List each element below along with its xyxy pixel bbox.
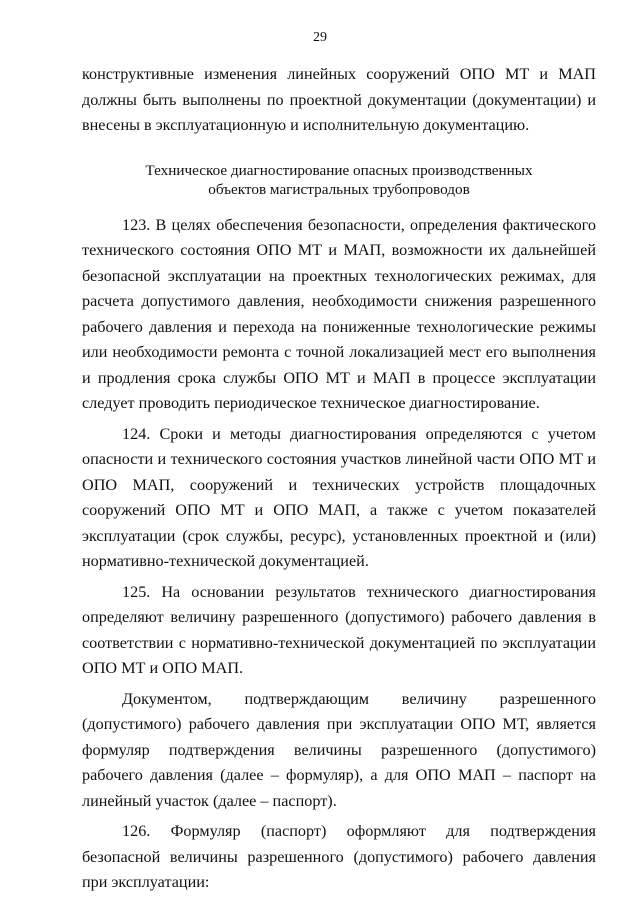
section-heading-line-1: Техническое диагностирование опасных производственных [145,161,533,179]
paragraph-125: 125. На основании результатов технического диагностирования определяют величину разрешенного (допустимого) рабочего давления в соответствии с нормативно-технической документацией по эксплуатации ОПО МТ и ОПО МАП. [82,582,596,677]
section-heading [82,161,596,199]
paragraph-124: 124. Сроки и методы диагностирования определяются с учетом опасности и технического состояния участков линейной части ОПО МТ и ОПО МАП, сооружений и технических устройств площадочных сооружений ОПО МТ и ОПО МАП, а также с учетом показателей эксплуатации (срок службы, ресурс), установленных проектной и (или) нормативно-технической документацией. [82,424,596,570]
section-heading-line-2: объектов магистральных трубопроводов [208,180,470,198]
page-number: 29 [313,30,327,45]
paragraph-126: 126. Формуляр (паспорт) оформляют для подтверждения безопасной величины разрешенного (допустимого) рабочего давления при эксплуатации: [82,822,596,891]
document-body [82,62,596,896]
paragraph-continuation: конструктивные изменения линейных сооружений ОПО МТ и МАП должны быть выполнены по проектной документации (документации) и внесены в эксплуатационную и исполнительную документацию. [82,65,596,134]
paragraph-125-document: Документом, подтверждающим величину разрешенного (допустимого) рабочего давления при эксплуатации ОПО МТ, является формуляр подтверждения величины разрешенного (допустимого) рабочего давления (далее – формуляр), а для ОПО МАП – паспорт на линейный участок (далее – паспорт). [82,689,596,810]
paragraph-123: 123. В целях обеспечения безопасности, определения фактического технического состояния ОПО МТ и МАП, возможности их дальнейшей безопасной эксплуатации на проектных технологических режимах, для расчета допустимого давления, необходимости снижения разрешенного рабочего давления и перехода на пониженные технологические режимы или необходимости ремонта с точной локализацией мест его выполнения и продления срока службы ОПО МТ и МАП в процессе эксплуатации следует проводить периодическое техническое диагностирование. [82,215,596,412]
